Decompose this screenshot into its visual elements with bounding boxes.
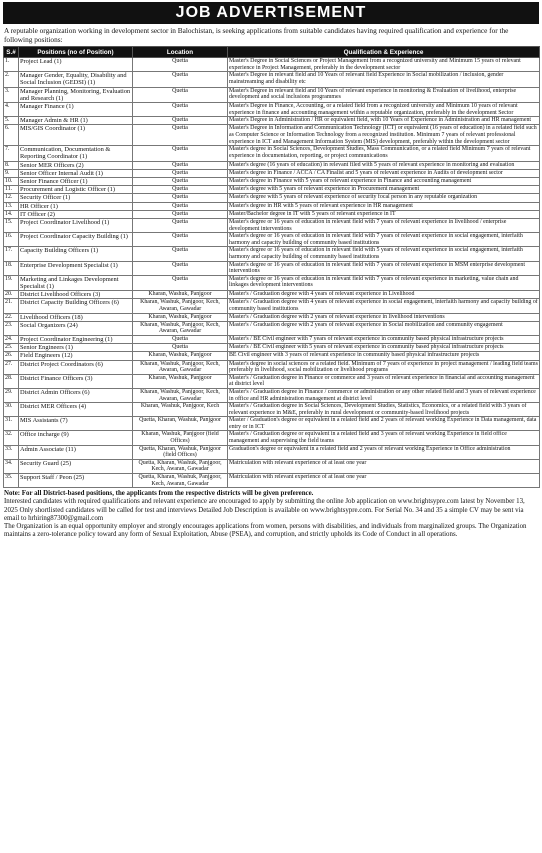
row-sn: 10. — [4, 177, 19, 185]
row-position: Livelihood Officers (18) — [19, 313, 133, 321]
row-qualification: Matriculation with relevant experience of at least one year — [228, 459, 540, 473]
row-qualification: Master's / BE Civil engineer with 7 years of relevant experience in community based physical infrastructure projects — [228, 335, 540, 343]
note-preference: Note: For all District-based positions, the applicants from the respective districts will be given preference. — [4, 490, 314, 498]
notes — [4, 490, 538, 539]
table-row — [4, 403, 540, 417]
row-location: Quetta — [133, 335, 228, 343]
row-position: Project Coordinator Capacity Building (1) — [19, 233, 133, 247]
row-qualification: Master's Degree in Administration / HR or equivalent field, with 10 Years of Experience in Administration and HR management — [228, 117, 540, 125]
row-position: MIS/GIS Coordinator (1) — [19, 125, 133, 146]
row-location: Quetta — [133, 125, 228, 146]
row-position: Senior Engineers (1) — [19, 344, 133, 352]
row-qualification: Master's / Graduation degree with 4 years of relevant experience in social engagement, interfaith harmony and capacity building of community based institutions — [229, 299, 538, 312]
row-location: Quetta — [133, 117, 228, 125]
table-row — [4, 219, 540, 233]
row-location: Quetta, Kharan, Washuk, Panjgoor, Kech, Awaran, Gawadar — [133, 459, 228, 473]
row-qualification: Master's / Graduation degree in Social Sciences, Development Studies, Statistics, Economics, or a related field with 3 years of relevant experience in M&E, preferably in rural development or community-based livelihood projects — [228, 403, 540, 417]
row-sn: 26. — [4, 352, 19, 360]
row-location: Quetta — [133, 233, 228, 247]
row-position: Support Staff / Peon (25) — [19, 474, 133, 488]
row-position: HR Officer (1) — [19, 202, 133, 210]
row-sn: 21. — [4, 299, 19, 313]
row-qualification: Matriculation with relevant experience of at least one year — [228, 474, 540, 488]
row-location: Quetta, Kharan, Washuk, Panjgoor — [133, 417, 228, 431]
table-row — [4, 321, 540, 335]
row-sn: 5. — [4, 117, 19, 125]
table-row — [4, 210, 540, 218]
job-advertisement — [3, 2, 539, 539]
row-sn: 18. — [4, 261, 19, 275]
row-location: Quetta, Kharan, Washuk, Panjgoor (field Offices) — [133, 445, 228, 459]
table-row — [4, 169, 540, 177]
row-sn: 34. — [4, 459, 19, 473]
row-position: District Admin Officers (6) — [19, 388, 133, 402]
row-sn: 35. — [4, 474, 19, 488]
row-qualification: Master's Degree in Information and Communication Technology (ICT) or equivalent (16 years of education) in a related field such as Computer Science or Information Technology from a recognized institution. Minimum 7 years of relevant professional experience in ICT and Management Information System (MIS) development, preferably within the development sector — [228, 125, 540, 146]
row-sn: 14. — [4, 210, 19, 218]
row-location: Kharan, Washuk, Panjgoor — [133, 313, 228, 321]
header-position: Positions (no of Position) — [19, 47, 133, 58]
row-position: Senior Finance Officer (1) — [19, 177, 133, 185]
row-position: MIS Assistants (7) — [19, 417, 133, 431]
table-row — [4, 417, 540, 431]
row-qualification: Master's degree in Social Sciences, Development Studies, Mass Communication, or a related field Minimum 7 years of relevant experience in documentation, reporting, or project communications — [228, 146, 540, 161]
row-location: Quetta — [133, 58, 228, 72]
row-qualification: Master's / Graduation degree with 2 years of relevant experience in livelihood interventions — [228, 313, 540, 321]
row-position: Procurement and Logistic Officer (1) — [19, 186, 133, 194]
table-row — [4, 87, 540, 102]
row-location: Quetta — [133, 103, 228, 117]
row-location: Quetta — [133, 177, 228, 185]
table-row — [4, 313, 540, 321]
intro-text: A reputable organization working in development sector in Balochistan, is seeking applications from suitable candidates having required qualification and experience for the following positions: — [4, 26, 509, 44]
table-row — [4, 233, 540, 247]
row-position: Security Officer (1) — [19, 194, 133, 202]
header-sn: S.# — [4, 47, 19, 58]
table-row — [4, 117, 540, 125]
table-row — [4, 261, 540, 275]
row-location: Quetta — [133, 161, 228, 169]
row-qualification: Master's degree with 5 years of relevant experience of security focal person in any reputable organization — [228, 194, 540, 202]
row-qualification: Master/Bachelor degree in IT with 5 years of relevant experience in IT — [228, 210, 540, 218]
table-row — [4, 431, 540, 445]
row-qualification: Master's degree in Finance / ACCA / CA Finalist and 5 years of relevant experience in Audits of development sector — [228, 169, 540, 177]
row-location: Kharan, Washuk, Panjgoor — [133, 291, 228, 299]
row-sn: 6. — [4, 125, 19, 146]
row-location: Quetta, Kharan, Washuk, Panjgoor, Kech, Awaran, Gawadar — [133, 474, 228, 488]
row-location: Kharan, Washuk, Panjgoor, Kech, Awaran, Gawadar — [133, 360, 228, 374]
row-location: Quetta — [133, 169, 228, 177]
table-row — [4, 177, 540, 185]
row-qualification: Master's degree or 16 years of education in relevant field with 7 years of relevant experience in social engagement, interfaith harmony and capacity building of community based institutions — [228, 233, 540, 247]
row-location: Quetta — [133, 275, 228, 290]
row-qualification: BE Civil engineer with 3 years of relevant experience in community based physical infrastructure projects — [228, 352, 540, 360]
row-qualification: Master's Degree in Social Sciences or Project Management from a recognized university and Minimum 15 years of relevant experience in Project Management, preferably in the development sector — [228, 58, 540, 72]
row-sn: 27. — [4, 360, 19, 374]
row-position: Manager Finance (1) — [19, 103, 133, 117]
row-qualification: Master's degree or 16 years of education in relevant field with 7 years of relevant experience in livelihood / enterprise development interventions — [228, 219, 540, 233]
row-sn: 17. — [4, 247, 19, 261]
row-sn: 22. — [4, 313, 19, 321]
row-location: Quetta — [133, 247, 228, 261]
row-qualification: Master's Degree in Finance, Accounting, or a related field from a recognized university and Minimum 10 years of relevant experience in finance and accounting management within a reputable organization, preferably in the development Sector — [228, 103, 540, 117]
table-row — [4, 103, 540, 117]
row-location: Quetta — [133, 72, 228, 87]
row-qualification: Master's degree or 16 years of education in relevant field with 7 years of relevant experience in MSM enterprise development interventions — [228, 261, 540, 275]
table-row — [4, 360, 540, 374]
row-sn: 25. — [4, 344, 19, 352]
row-position: Marketing and Linkages Development Specialist (1) — [19, 275, 133, 290]
row-position: Security Guard (25) — [19, 459, 133, 473]
row-qualification: Master / Graduation's degree or equivalent in a related field and 2 years of relevant working Experience in Data management, data entry or in ICT — [228, 417, 540, 431]
table-row — [4, 299, 540, 313]
table-row — [4, 291, 540, 299]
table-row — [4, 374, 540, 388]
row-sn: 23. — [4, 321, 19, 335]
row-location: Quetta — [133, 146, 228, 161]
row-qualification: Master's degree with 5 years of relevant experience in Procurement management — [228, 186, 540, 194]
row-location: Quetta — [133, 202, 228, 210]
note-apply: Interested candidates with required qualifications and relevant experience are encouraged to apply by submitting the online Job application on www.brightsypre.com latest by November 13, 2025 Only shortlisted candidates will be called for test and interviews Detailed Job Description is available on www.brightsypre.com. For Serial No. 34 and 35 a simple CV may be sent via email to hrhiring87300@gmail.com — [4, 498, 525, 522]
row-qualification: Master's degree or 16 years of education in relevant field with 7 years of relevant experience in marketing, value chain and linkages development interventions — [228, 275, 540, 290]
row-location: Quetta — [133, 261, 228, 275]
row-sn: 15. — [4, 219, 19, 233]
row-position: IT Officer (2) — [19, 210, 133, 218]
row-position: District Livelihood Officers (3) — [19, 291, 133, 299]
row-sn: 32. — [4, 431, 19, 445]
table-row — [4, 58, 540, 72]
row-sn: 8. — [4, 161, 19, 169]
row-qualification: Master's / Graduation degree or equivalent in a related field and 3 years of relevant working Experience in field office management and supervising the field teams — [228, 431, 540, 445]
row-location: Kharan, Washuk, Panjgoor (field Offices) — [133, 431, 228, 445]
row-location: Quetta — [133, 344, 228, 352]
row-position: Capacity Building Officers (1) — [19, 247, 133, 261]
row-location: Kharan, Washuk, Panjgoor, Kech, Awaran, Gawadar — [133, 299, 228, 313]
table-header-row — [4, 47, 540, 58]
row-qualification: Master's Degree in relevant field and 10 Years of relevant experience in monitoring & Evaluation of livelihood, enterprise development and social inclusions programmes — [228, 87, 540, 102]
row-qualification: Master's degree in HR with 5 years of relevant experience in HR management — [228, 202, 540, 210]
row-location: Quetta — [133, 186, 228, 194]
row-sn: 24. — [4, 335, 19, 343]
page-title: JOB ADVERTISEMENT — [3, 2, 539, 24]
table-body — [4, 58, 540, 488]
header-qualification: Qualification & Experience — [228, 47, 540, 58]
row-location: Quetta — [133, 210, 228, 218]
table-row — [4, 72, 540, 87]
table-row — [4, 344, 540, 352]
row-position: Enterprise Development Specialist (1) — [19, 261, 133, 275]
row-sn: 11. — [4, 186, 19, 194]
table-row — [4, 335, 540, 343]
row-position: Senior Officer Internal Audit (1) — [19, 169, 133, 177]
row-sn: 20. — [4, 291, 19, 299]
row-qualification: Graduation's degree or equivalent in a related field and 2 years of relevant working Experience in Office administration — [228, 445, 540, 459]
row-position: Admin Associate (11) — [19, 445, 133, 459]
row-sn: 28. — [4, 374, 19, 388]
row-location: Kharan, Washuk, Panjgoor, Kech — [133, 403, 228, 417]
row-position: Senior MER Officers (2) — [19, 161, 133, 169]
row-position: District Capacity Building Officers (6) — [19, 299, 133, 313]
row-position: Communication, Documentation & Reporting Coordinator (1) — [19, 146, 133, 161]
row-sn: 19. — [4, 275, 19, 290]
row-sn: 4. — [4, 103, 19, 117]
row-sn: 33. — [4, 445, 19, 459]
row-qualification: Master's / BE Civil engineer with 5 years of relevant experience in community based physical infrastructure projects — [228, 344, 540, 352]
row-qualification: Master's degree in social sciences or a related field. Minimum of 7 years of experience in project management / leading field teams preferably in livelihood, social mobilization or livelihood programs — [229, 360, 538, 374]
row-sn: 2. — [4, 72, 19, 87]
row-qualification: Master's degree or 16 years of education in relevant field with 5 years of relevant experience in social engagement, interfaith harmony and capacity building of community based institutions — [228, 247, 540, 261]
row-sn: 16. — [4, 233, 19, 247]
row-sn: 1. — [4, 58, 19, 72]
row-sn: 29. — [4, 388, 19, 402]
row-location: Quetta — [133, 194, 228, 202]
row-position: District Project Coordinators (6) — [19, 360, 133, 374]
table-row — [4, 146, 540, 161]
row-location: Quetta — [133, 87, 228, 102]
row-qualification: Master's degree (16 years of education) in relevant filed with 5 years of relevant experience in monitoring and evaluation — [228, 161, 540, 169]
row-sn: 30. — [4, 403, 19, 417]
row-qualification: Master's / Graduation degree with 4 years of relevant experience in Livelihood — [228, 291, 540, 299]
positions-table — [3, 46, 540, 488]
row-sn: 7. — [4, 146, 19, 161]
row-position: Manager Planning, Monitoring, Evaluation and Research (1) — [19, 87, 133, 102]
row-qualification: Master's / Graduation degree in Finance / commerce or administration or any other related field and 3 years of relevant experience in office and HR administration management at district level — [228, 388, 540, 402]
table-row — [4, 186, 540, 194]
row-qualification: Master's degree in Finance with 5 years of relevant experience in Finance and accounting management — [228, 177, 540, 185]
table-row — [4, 202, 540, 210]
row-position: Social Organizers (24) — [19, 321, 133, 335]
row-position: District MER Officers (4) — [19, 403, 133, 417]
table-row — [4, 445, 540, 459]
row-sn: 9. — [4, 169, 19, 177]
table-row — [4, 474, 540, 488]
row-qualification: Master's / Graduation degree with 2 years of relevant experience in Social mobilization and community engagement — [228, 321, 540, 335]
table-row — [4, 352, 540, 360]
table-row — [4, 275, 540, 290]
row-position: Project Lead (1) — [19, 58, 133, 72]
row-position: Project Coordinator Livelihood (1) — [19, 219, 133, 233]
row-qualification: Master's / Graduation degree in Finance or commerce and 3 years of relevant experience in financial and accounting management at district level — [228, 374, 540, 388]
table-row — [4, 388, 540, 402]
table-row — [4, 161, 540, 169]
row-sn: 3. — [4, 87, 19, 102]
row-position: Manager Admin & HR (1) — [19, 117, 133, 125]
row-position: District Finance Officers (3) — [19, 374, 133, 388]
row-sn: 13. — [4, 202, 19, 210]
table-row — [4, 459, 540, 473]
row-sn: 31. — [4, 417, 19, 431]
note-equal-opportunity: The Organization is an equal opportunity employer and strongly encourages applications from women, persons with disabilities, and individuals from marginalized groups. The Organization maintains a zero-tolerance policy toward any form of Sexual Exploitation, Abuse (PSEA), and corruption, and strictly upholds its Code of Conduct in all operations. — [4, 523, 527, 539]
row-location: Kharan, Washuk, Panjgoor, Kech, Awaran, Gawadar — [133, 388, 228, 402]
row-qualification: Master's Degree in relevant field and 10 Years of relevant field Experience in Social mobilization / inclusion, gender mainstreaming and disability etc — [228, 72, 540, 87]
table-row — [4, 194, 540, 202]
row-position: Manager Gender, Equality, Disability and Social Inclusion (GEDSI) (1) — [19, 72, 133, 87]
table-row — [4, 125, 540, 146]
row-sn: 12. — [4, 194, 19, 202]
header-location: Location — [133, 47, 228, 58]
row-position: Field Engineers (12) — [19, 352, 133, 360]
row-position: Office incharge (9) — [19, 431, 133, 445]
row-location: Quetta — [133, 219, 228, 233]
row-location: Kharan, Washuk, Panjgoor — [133, 352, 228, 360]
row-position: Project Coordinator Engineering (1) — [19, 335, 133, 343]
table-row — [4, 247, 540, 261]
row-location: Kharan, Washuk, Panjgoor, Kech, Awaran, Gawadar — [133, 321, 228, 335]
row-location: Kharan, Washuk, Panjgoor — [133, 374, 228, 388]
